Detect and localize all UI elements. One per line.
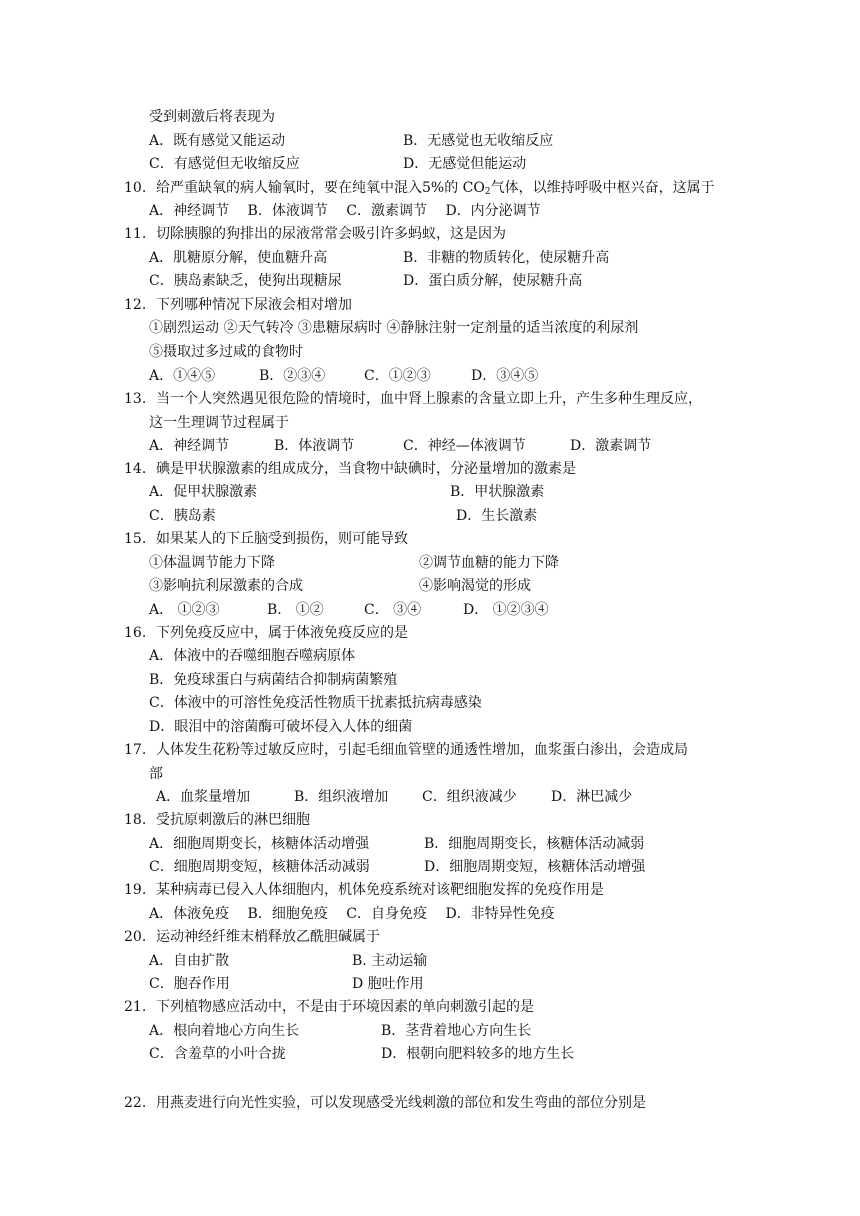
q15-option-d: D． ①②③④ [463, 602, 549, 618]
q12-option-b: B．②③④ [259, 368, 326, 384]
q19-options: A．体液免疫 B．细胞免疫 C．自身免疫 D．非特异性免疫 [149, 906, 555, 922]
q13-stem-line2: 这一生理调节过程属于 [149, 415, 289, 431]
q19-number: 19. [124, 882, 147, 898]
q13-option-b: B．体液调节 [274, 438, 355, 454]
q16-option-c: C．体液中的可溶性免疫活性物质干扰素抵抗病毒感染 [149, 695, 482, 711]
q17-number: 17. [124, 742, 147, 758]
q11-number: 11. [124, 226, 147, 242]
q14-option-d: D．生长激素 [456, 508, 538, 524]
q14-stem: 碘是甲状腺激素的组成成分，当食物中缺碘时，分泌量增加的激素是 [156, 461, 576, 477]
q17-option-a: A．血浆量增加 [156, 789, 251, 805]
q13-option-d: D．激素调节 [570, 438, 652, 454]
q17-stem-line2: 部 [149, 766, 163, 782]
q20-stem: 运动神经纤维末梢释放乙酰胆碱属于 [156, 929, 380, 945]
q21-option-c: C．含羞草的小叶合拢 [149, 1046, 286, 1062]
q12-option-d: D．③④⑤ [471, 368, 539, 384]
q15-item-4: ④影响渴觉的形成 [419, 578, 531, 594]
q10-number: 10. [124, 180, 147, 196]
q13-option-c: C．神经—体液调节 [403, 438, 526, 454]
q14-option-a: A．促甲状腺激素 [149, 484, 258, 500]
q11-option-c: C．胰岛素缺乏，使狗出现糖尿 [149, 273, 342, 289]
q14-option-c: C．胰岛素 [149, 508, 216, 524]
q12-items-line1: ①剧烈运动 ②天气转冷 ③患糖尿病时 ④静脉注射一定剂量的适当浓度的利尿剂 [149, 320, 639, 336]
q11-stem: 切除胰腺的狗排出的尿液常常会吸引许多蚂蚁，这是因为 [156, 226, 506, 242]
q21-option-b: B．茎背着地心方向生长 [381, 1023, 532, 1039]
q21-stem: 下列植物感应活动中，不是由于环境因素的单向刺激引起的是 [156, 999, 534, 1015]
q9-option-a: A．既有感觉又能运动 [149, 133, 286, 149]
q15-option-a: A． ①②③ [149, 602, 220, 618]
q21-option-d: D．根朝向肥料较多的地方生长 [381, 1046, 575, 1062]
q20-option-b: B. 主动运输 [352, 953, 428, 969]
q18-option-d: D．细胞周期变短，核糖体活动增强 [424, 859, 646, 875]
q22-stem: 用燕麦进行向光性实验，可以发现感受光线刺激的部位和发生弯曲的部位分别是 [156, 1095, 646, 1111]
q20-option-d: D 胞吐作用 [352, 976, 424, 992]
q17-option-b: B．组织液增加 [294, 789, 389, 805]
q12-option-c: C．①②③ [364, 368, 431, 384]
q17-stem: 人体发生花粉等过敏反应时，引起毛细血管壁的通透性增加，血浆蛋白渗出，会造成局 [156, 742, 688, 758]
q14-number: 14. [124, 461, 147, 477]
q16-stem: 下列免疫反应中，属于体液免疫反应的是 [156, 625, 408, 641]
q10-stem: 给严重缺氧的病人输氧时，要在纯氧中混入5%的 $CO_2$气体，以维持呼吸中枢兴奋，这属于 [156, 180, 715, 197]
q13-number: 13. [124, 391, 147, 407]
q18-stem: 受抗原刺激后的淋巴细胞 [156, 812, 310, 828]
q17-option-c: C．组织液减少 [422, 789, 517, 805]
q12-number: 12. [124, 297, 147, 313]
q12-option-a: A．①④⑤ [149, 368, 216, 384]
q13-option-a: A．神经调节 [149, 438, 230, 454]
q9-option-b: B．无感觉也无收缩反应 [403, 133, 554, 149]
q13-stem: 当一个人突然遇见很危险的情境时，血中肾上腺素的含量立即上升，产生多种生理反应， [156, 391, 702, 407]
q9-option-c: C．有感觉但无收缩反应 [149, 156, 300, 172]
q16-option-a: A．体液中的吞噬细胞吞噬病原体 [149, 648, 356, 664]
q15-item-1: ①体温调节能力下降 [149, 555, 275, 571]
q12-stem: 下列哪种情况下尿液会相对增加 [156, 297, 352, 313]
q14-option-b: B．甲状腺激素 [450, 484, 545, 500]
q18-option-a: A．细胞周期变长，核糖体活动增强 [149, 836, 370, 852]
q11-option-d: D．蛋白质分解，使尿糖升高 [403, 273, 583, 289]
q9-option-d: D．无感觉但能运动 [403, 156, 527, 172]
q21-option-a: A．根向着地心方向生长 [149, 1023, 300, 1039]
q20-option-a: A．自由扩散 [149, 953, 230, 969]
q16-number: 16. [124, 625, 147, 641]
q15-item-3: ③影响抗利尿激素的合成 [149, 578, 303, 594]
q12-items-line2: ⑤摄取过多过咸的食物时 [149, 344, 303, 360]
q10-options: A．神经调节 B．体液调节 C．激素调节 D．内分泌调节 [149, 203, 541, 219]
q19-stem: 某种病毒已侵入人体细胞内，机体免疫系统对该靶细胞发挥的免疫作用是 [156, 882, 604, 898]
q11-option-a: A．肌糖原分解，使血糖升高 [149, 250, 328, 266]
q16-option-b: B．免疫球蛋白与病菌结合抑制病菌繁殖 [149, 672, 398, 688]
q20-number: 20. [124, 929, 147, 945]
q17-option-d: D．淋巴减少 [551, 789, 633, 805]
q15-option-c: C． ③④ [364, 602, 422, 618]
q21-number: 21. [124, 999, 147, 1015]
q15-item-2: ②调节血糖的能力下降 [419, 555, 559, 571]
q15-stem: 如果某人的下丘脑受到损伤，则可能导致 [156, 531, 408, 547]
q22-number: 22. [124, 1095, 147, 1111]
q15-number: 15. [124, 531, 147, 547]
q18-option-c: C．细胞周期变短，核糖体活动减弱 [149, 859, 370, 875]
q18-number: 18. [124, 812, 147, 828]
q11-option-b: B．非糖的物质转化，使尿糖升高 [403, 250, 610, 266]
q18-option-b: B．细胞周期变长，核糖体活动减弱 [424, 836, 645, 852]
q9-stem-continuation: 受到刺激后将表现为 [149, 109, 275, 125]
q16-option-d: D．眼泪中的溶菌酶可破坏侵入人体的细菌 [149, 719, 413, 735]
q20-option-c: C．胞吞作用 [149, 976, 230, 992]
q15-option-b: B． ①② [267, 602, 324, 618]
